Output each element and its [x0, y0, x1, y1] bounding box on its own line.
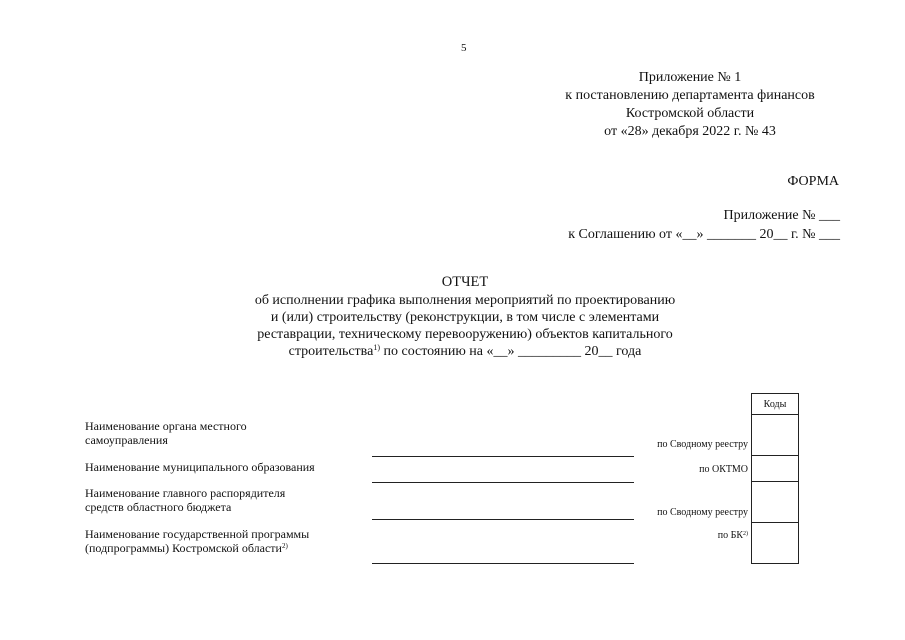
agreement-line-2: к Соглашению от «__» _______ 20__ г. № ___ — [568, 227, 840, 242]
code-label-budget-code-text: по БК — [717, 530, 743, 541]
field-label-line-2: самоуправления — [85, 433, 168, 447]
footnote-marker: 1) — [373, 343, 380, 352]
codes-table-header: Коды — [752, 394, 799, 415]
agreement-line-1: Приложение № ___ — [723, 208, 840, 223]
report-subtitle-line-4-end: по состоянию на «__» _________ 20__ года — [379, 344, 642, 359]
code-cell-summary-registry-1[interactable] — [752, 415, 799, 456]
code-cell-budget-code[interactable] — [752, 523, 799, 564]
appendix-line-4: от «28» декабря 2022 г. № 43 — [604, 124, 776, 139]
report-subtitle-line-2: и (или) строительству (реконструкции, в том числе с элементами — [270, 310, 660, 325]
fill-line-state-program[interactable] — [372, 563, 634, 564]
code-cell-summary-registry-2[interactable] — [752, 482, 799, 523]
report-subtitle-line-3: реставрации, техническому перевооружению) объектов капитального — [257, 327, 673, 342]
fill-line-local-authority[interactable] — [372, 456, 634, 457]
appendix-header — [540, 69, 840, 141]
codes-table — [751, 393, 799, 564]
footnote-marker: 2) — [743, 531, 748, 537]
code-label-summary-registry-1: по Сводному реестру — [657, 439, 748, 450]
appendix-line-2: к постановлению департамента финансов — [565, 88, 815, 103]
field-label-budget-manager — [85, 486, 285, 514]
report-title: ОТЧЕТ — [441, 274, 489, 290]
field-label-line-1: Наименование муниципального образования — [85, 460, 315, 474]
field-label-line-1: Наименование главного распорядителя — [85, 486, 286, 500]
field-label-line-1: Наименование органа местного — [85, 419, 247, 433]
fill-line-budget-manager[interactable] — [372, 519, 634, 520]
field-label-state-program — [85, 527, 309, 555]
page-number: 5 — [461, 42, 467, 54]
appendix-line-1: Приложение № 1 — [638, 70, 742, 85]
fill-line-municipality[interactable] — [372, 482, 634, 483]
code-label-budget-code — [718, 530, 748, 541]
code-label-oktmo: по ОКТМО — [699, 464, 748, 475]
field-label-line-1: Наименование государственной программы — [85, 527, 310, 541]
report-subtitle-line-4 — [150, 343, 780, 360]
footnote-marker: 2) — [281, 542, 288, 550]
report-subtitle-line-4-start: строительства — [288, 344, 374, 359]
report-subtitle-line-1: об исполнении графика выполнения мероприятий по проектированию — [254, 293, 676, 308]
code-label-summary-registry-2: по Сводному реестру — [657, 507, 748, 518]
form-label: ФОРМА — [787, 174, 839, 189]
field-label-municipality — [85, 460, 315, 474]
field-label-line-2-text: (подпрограммы) Костромской области — [85, 541, 282, 555]
field-label-local-authority — [85, 419, 247, 447]
appendix-line-3: Костромской области — [625, 106, 755, 121]
agreement-header — [568, 206, 840, 244]
code-cell-oktmo[interactable] — [752, 456, 799, 482]
field-label-line-2: средств областного бюджета — [85, 500, 232, 514]
report-subtitle — [150, 292, 780, 360]
field-label-line-2 — [85, 541, 309, 555]
